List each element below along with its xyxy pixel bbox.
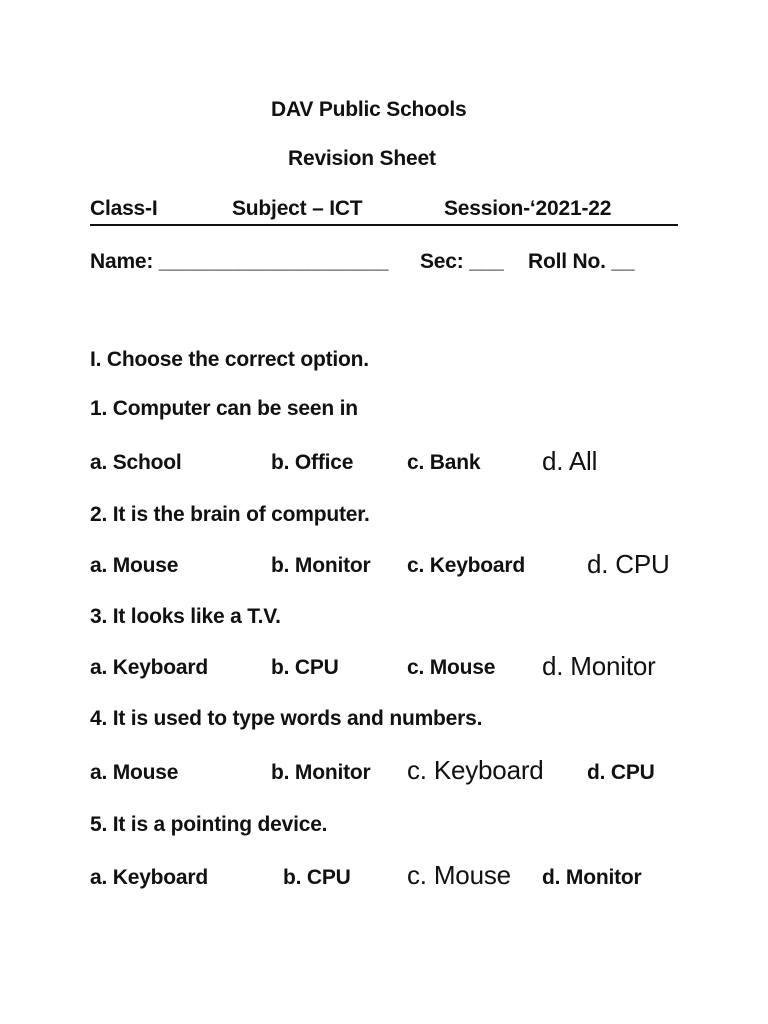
class-label: Class-I xyxy=(90,197,158,220)
question-3-text: 3. It looks like a T.V. xyxy=(90,605,281,628)
q1-option-d-marked: d. All xyxy=(542,446,598,476)
q1-option-a: a. School xyxy=(90,451,182,474)
q5-option-c-marked: c. Mouse xyxy=(407,860,511,890)
question-2-text: 2. It is the brain of computer. xyxy=(90,503,370,526)
question-5-text: 5. It is a pointing device. xyxy=(90,813,328,836)
school-name: DAV Public Schools xyxy=(271,98,467,121)
q3-option-c: c. Mouse xyxy=(407,656,496,679)
q5-option-d: d. Monitor xyxy=(542,866,642,889)
name-field-label: Name: ____________________ xyxy=(90,250,389,273)
question-4-text: 4. It is used to type words and numbers. xyxy=(90,707,483,730)
q2-option-b: b. Monitor xyxy=(271,554,371,577)
q4-option-d: d. CPU xyxy=(587,761,655,784)
header-divider xyxy=(90,224,678,226)
section-field-label: Sec: ___ xyxy=(420,250,504,273)
q2-option-d-marked: d. CPU xyxy=(587,549,670,579)
subject-label: Subject – ICT xyxy=(232,197,363,220)
q5-option-b: b. CPU xyxy=(283,866,351,889)
q4-option-c-marked: c. Keyboard xyxy=(407,755,544,785)
q1-option-b: b. Office xyxy=(271,451,354,474)
q3-option-d-marked: d. Monitor xyxy=(542,651,656,681)
q5-option-a: a. Keyboard xyxy=(90,866,209,889)
section-heading: I. Choose the correct option. xyxy=(90,348,369,371)
q1-option-c: c. Bank xyxy=(407,451,481,474)
q2-option-a: a. Mouse xyxy=(90,554,179,577)
q4-option-b: b. Monitor xyxy=(271,761,371,784)
q2-option-c: c. Keyboard xyxy=(407,554,526,577)
q3-option-a: a. Keyboard xyxy=(90,656,209,679)
sheet-title: Revision Sheet xyxy=(288,147,436,170)
session-label: Session-‘2021-22 xyxy=(444,197,612,220)
question-1-text: 1. Computer can be seen in xyxy=(90,397,358,420)
q4-option-a: a. Mouse xyxy=(90,761,179,784)
q3-option-b: b. CPU xyxy=(271,656,339,679)
roll-number-label: Roll No. __ xyxy=(528,250,635,273)
